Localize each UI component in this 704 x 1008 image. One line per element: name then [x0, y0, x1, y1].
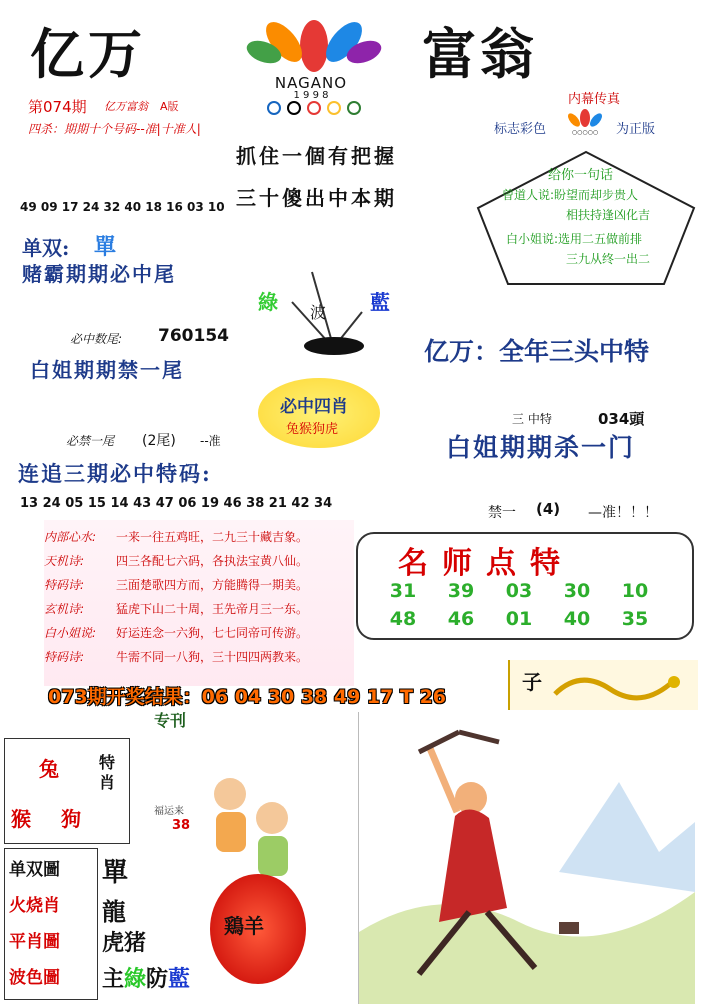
olympic-rings-icon: [254, 100, 374, 116]
fax-right: 为正版: [616, 122, 656, 137]
zodiac-banner: [508, 660, 698, 710]
forbid-tail-value: (2尾): [142, 433, 176, 449]
master-number: 40: [563, 608, 591, 630]
poem-row: [44, 548, 354, 572]
master-number: 10: [621, 580, 649, 602]
zodiac-tab-label: 子: [522, 670, 542, 694]
poem-row: [44, 524, 354, 548]
poem-row: [44, 596, 354, 620]
pentagon-line-1: 盼望而却步贵人: [554, 188, 639, 202]
slogan-line-1: 抓住一個有把握: [236, 144, 397, 168]
svg-text:○○○○○: ○○○○○: [571, 129, 599, 136]
dragon-icon: [550, 664, 690, 708]
single-double-value: 單: [94, 234, 117, 260]
pentagon-line-3: 选用二五做前排: [558, 232, 643, 246]
poem-text: 三面楚歌四方而，方能腾得一期美。: [116, 577, 309, 592]
numbers-row-2: 13 24 05 15 14 43 47 06 19 46 38 21 42 34: [20, 496, 333, 511]
chart-label: 火烧肖: [9, 896, 60, 916]
draw-result: 073期开奖结果：06 04 30 38 49 17 T 26: [48, 686, 447, 708]
zodiac-box: [4, 738, 130, 844]
poems-panel: [44, 520, 354, 686]
chart-label: 平肖圖: [9, 932, 60, 952]
master-row-2: [374, 608, 664, 630]
issue-brand: 亿万富翁: [104, 100, 148, 113]
issue-grade: A版: [160, 100, 179, 113]
intro-text: 四杀：期期十个号码--准|十准人|: [28, 122, 201, 136]
fax-title: 内幕传真: [568, 92, 621, 107]
pentagon-who-1: 曾道人说:: [502, 188, 555, 202]
logo-year: 1 9 9 8: [293, 90, 329, 101]
head-value: 034頭: [598, 410, 645, 428]
forbid-label: 禁一: [488, 505, 516, 521]
forbid-tail-suffix: --准: [200, 434, 221, 448]
bottom-left-panel: [4, 708, 350, 1004]
chart-label: 单双圖: [9, 860, 60, 880]
box-num: 38: [172, 818, 191, 833]
bowl-green: 綠: [258, 290, 278, 314]
four-zodiac-badge: [258, 378, 380, 448]
logo-text: NAGANO: [274, 74, 348, 92]
zodiac-3: 狗: [61, 807, 81, 831]
master-number: 39: [447, 580, 475, 602]
poem-row: [44, 620, 354, 644]
zodiac-side: 特肖: [99, 753, 116, 792]
red-circle-emblem: [210, 874, 306, 984]
pentagon-line-2: 相扶持逢凶化吉: [566, 208, 651, 222]
slogan-line-2: 三十傻出中本期: [236, 186, 397, 210]
poem-label: 特码诗:: [44, 649, 85, 664]
lower-g: 藍: [168, 967, 191, 992]
master-title: 名师点特: [398, 546, 574, 581]
yiwan-slogan: 亿万：全年三头中特: [424, 337, 650, 366]
forbid-value: (4): [536, 500, 561, 518]
zodiac-1: 兔: [39, 757, 59, 781]
must-tail-label: 必中数尾:: [70, 332, 123, 346]
bowl-graphic: [252, 262, 402, 362]
master-number: 30: [563, 580, 591, 602]
forbid-suffix: —准！！！: [588, 505, 658, 521]
master-number: 35: [621, 608, 649, 630]
master-box: [356, 532, 694, 640]
lower-f: 防: [146, 967, 169, 992]
master-number: 46: [447, 608, 475, 630]
numbers-row-1: 49 09 17 24 32 40 18 16 03 10: [20, 200, 225, 214]
poem-label: 玄机诗:: [44, 601, 85, 616]
poem-text: 四三各配七六码，各执法宝黄八仙。: [116, 553, 309, 568]
poem-row: [44, 572, 354, 596]
lower-c: 虎猪: [102, 930, 147, 956]
poem-text: 牛需不同一八狗，三十四四两教来。: [116, 649, 309, 664]
three-issue: 连追三期必中特码:: [18, 461, 212, 486]
bai-tail: 白姐期期禁一尾: [30, 358, 184, 382]
four-sub: 兔猴狗虎: [286, 422, 339, 437]
must-tail-value: 760154: [158, 326, 229, 346]
bowl-wave: 波: [310, 303, 327, 322]
pentagon-who-3: 白小姐说:: [506, 232, 559, 246]
master-number: 31: [389, 580, 417, 602]
lower-h: 鶏羊: [224, 914, 264, 938]
head-label: 三 中特: [512, 412, 552, 426]
lower-d: 主: [102, 967, 125, 992]
box-title: 专刊: [154, 711, 187, 730]
flower-icon: [244, 16, 385, 72]
master-row-1: [374, 580, 664, 602]
tail-line: 赌霸期期必中尾: [22, 262, 176, 286]
pentagon-line-4: 三九从终一出二: [566, 252, 651, 266]
master-number: 48: [389, 608, 417, 630]
mini-logo-icon: [560, 108, 610, 136]
issue-number: 第074期: [28, 98, 87, 116]
poem-row: [44, 644, 354, 668]
master-number: 01: [505, 608, 533, 630]
zodiac-2: 猴: [11, 807, 31, 831]
lower-b: 龍: [102, 897, 126, 926]
fax-left: 标志彩色: [494, 122, 547, 137]
poem-label: 特码诗:: [44, 577, 85, 592]
cartoon-kids-icon: [200, 768, 310, 888]
chart-label: 波色圖: [9, 968, 60, 988]
header-right-title: 富翁: [422, 22, 538, 86]
master-number: 03: [505, 580, 533, 602]
single-double-label: 单双:: [22, 236, 70, 260]
four-title: 必中四肖: [280, 397, 348, 417]
header-left-title: 亿万: [30, 22, 146, 86]
poem-label: 白小姐说:: [44, 625, 97, 640]
poem-label: 内部心水:: [44, 529, 97, 544]
bai-door: 白姐期期杀一门: [446, 433, 636, 462]
charts-box: [4, 848, 98, 1000]
lower-a: 單: [102, 858, 129, 888]
box-note: 福运来: [154, 806, 184, 817]
poem-text: 好运连念一六狗，七七同帝可传游。: [116, 625, 309, 640]
nagano-logo: [214, 6, 414, 116]
forbid-tail-label: 必禁一尾: [66, 434, 115, 448]
lower-e: 綠: [124, 967, 147, 992]
poem-text: 猛虎下山二十周，王先帝月三一东。: [116, 601, 309, 616]
monk-illustration: [358, 712, 695, 1004]
poem-label: 天机诗:: [44, 553, 85, 568]
bowl-blue: 藍: [370, 290, 390, 314]
pentagon-title: 给你一句话: [548, 168, 614, 183]
lower-line: [102, 962, 190, 993]
poem-text: 一来一往五鸡旺，二九三十藏吉象。: [116, 529, 309, 544]
